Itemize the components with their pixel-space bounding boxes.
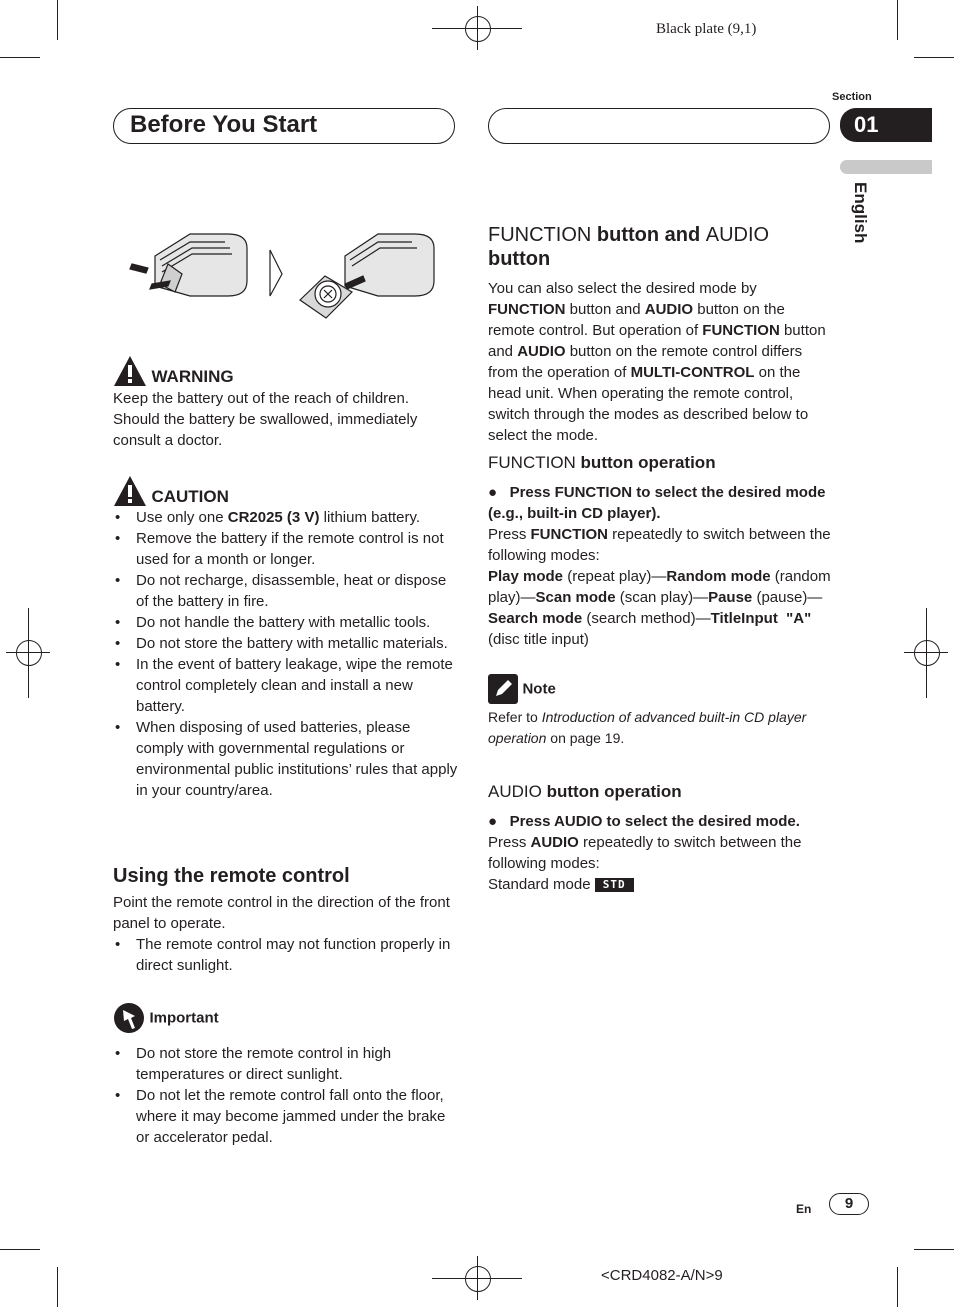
crop-mark bbox=[914, 57, 954, 58]
function-operation-section bbox=[488, 452, 833, 650]
page-title: Before You Start bbox=[130, 111, 318, 138]
warning-text: Keep the battery out of the reach of children. Should the battery be swallowed, immediately consult a doctor. bbox=[113, 390, 418, 449]
caution-block bbox=[113, 475, 458, 801]
crop-mark bbox=[914, 1249, 954, 1250]
important-icon bbox=[113, 1002, 145, 1034]
list-item: • Remove the battery if the remote control is not used for a month or longer. bbox=[113, 528, 458, 570]
function-step: ● Press FUNCTION to select the desired mode (e.g., built-in CD player). bbox=[488, 484, 826, 522]
remote-section bbox=[113, 864, 458, 976]
note-text: Refer to Introduction of advanced built-in CD player operation on page 19. bbox=[488, 709, 807, 746]
list-item: • Do not handle the battery with metallic tools. bbox=[113, 612, 458, 633]
std-badge: STD bbox=[595, 878, 634, 892]
page-lang: En bbox=[796, 1202, 812, 1216]
page-number: 9 bbox=[829, 1193, 869, 1215]
list-item: • When disposing of used batteries, please comply with governmental regulations or environmental public institutions’ rules that apply in your country/area. bbox=[113, 717, 458, 801]
audio-operation-section bbox=[488, 781, 833, 895]
caution-label: CAUTION bbox=[151, 487, 229, 506]
function-audio-paragraph: You can also select the desired mode by FUNCTION button and AUDIO button on the remote control. But operation of FUNCTION button and AUDIO button on the remote control differs from the operation of MULTI-CONTROL on the head unit. When operating the remote control, switch through the modes as described below to select the mode. bbox=[488, 280, 826, 444]
section-label: Section bbox=[832, 91, 872, 103]
remote-intro: Point the remote control in the direction of the front panel to operate. bbox=[113, 894, 450, 932]
list-item: • Do not recharge, disassemble, heat or dispose of the battery in fire. bbox=[113, 570, 458, 612]
header-title-pill bbox=[113, 108, 455, 144]
important-block bbox=[113, 1002, 458, 1148]
list-item: • The remote control may not function properly in direct sunlight. bbox=[113, 934, 458, 976]
remote-heading: Using the remote control bbox=[113, 865, 350, 887]
plate-label: Black plate (9,1) bbox=[656, 21, 757, 37]
important-label: Important bbox=[149, 1009, 219, 1027]
crop-mark bbox=[897, 0, 898, 40]
warning-label: WARNING bbox=[151, 367, 234, 386]
language-tab-bar bbox=[840, 160, 932, 174]
warning-block bbox=[113, 355, 458, 451]
function-operation-heading: FUNCTION button operation bbox=[488, 453, 716, 472]
audio-standard-mode: Standard mode STD bbox=[488, 874, 833, 895]
footer-code: <CRD4082-A/N>9 bbox=[601, 1267, 723, 1284]
list-item: • In the event of battery leakage, wipe the remote control completely clean and install a new battery. bbox=[113, 654, 458, 717]
note-icon bbox=[488, 674, 518, 704]
important-list bbox=[113, 1043, 458, 1148]
caution-icon bbox=[113, 475, 147, 507]
list-item: • Use only one CR2025 (3 V) lithium battery. bbox=[113, 507, 458, 528]
list-item: • Do not store the battery with metallic materials. bbox=[113, 633, 458, 654]
audio-step: ● Press AUDIO to select the desired mode. bbox=[488, 813, 800, 830]
function-modes: Play mode (repeat play)—Random mode (random play)—Scan mode (scan play)—Pause (pause)—Search mode (search method)—TitleInput "A" (disc title input) bbox=[488, 568, 831, 648]
remote-list bbox=[113, 934, 458, 976]
audio-press-text: Press AUDIO repeatedly to switch between the following modes: bbox=[488, 834, 802, 872]
function-audio-heading: FUNCTION button and AUDIO button bbox=[488, 224, 770, 270]
battery-illustration bbox=[120, 226, 450, 326]
list-item: • Do not let the remote control fall onto the floor, where it may become jammed under the brake or accelerator pedal. bbox=[113, 1085, 458, 1148]
crop-mark bbox=[57, 1267, 58, 1307]
crop-mark bbox=[0, 1249, 40, 1250]
caution-list bbox=[113, 507, 458, 801]
section-number: 01 bbox=[840, 108, 932, 142]
crop-mark bbox=[0, 57, 40, 58]
function-audio-section bbox=[488, 223, 833, 446]
function-press-text: Press FUNCTION repeatedly to switch between the following modes: bbox=[488, 526, 831, 564]
warning-icon bbox=[113, 355, 147, 387]
audio-operation-heading: AUDIO button operation bbox=[488, 782, 682, 801]
note-block bbox=[488, 674, 833, 749]
crop-mark bbox=[897, 1267, 898, 1307]
crop-mark bbox=[57, 0, 58, 40]
list-item: • Do not store the remote control in high temperatures or direct sunlight. bbox=[113, 1043, 458, 1085]
header-blank-pill bbox=[488, 108, 830, 144]
language-tab: English bbox=[851, 182, 870, 244]
note-label: Note bbox=[522, 680, 556, 698]
